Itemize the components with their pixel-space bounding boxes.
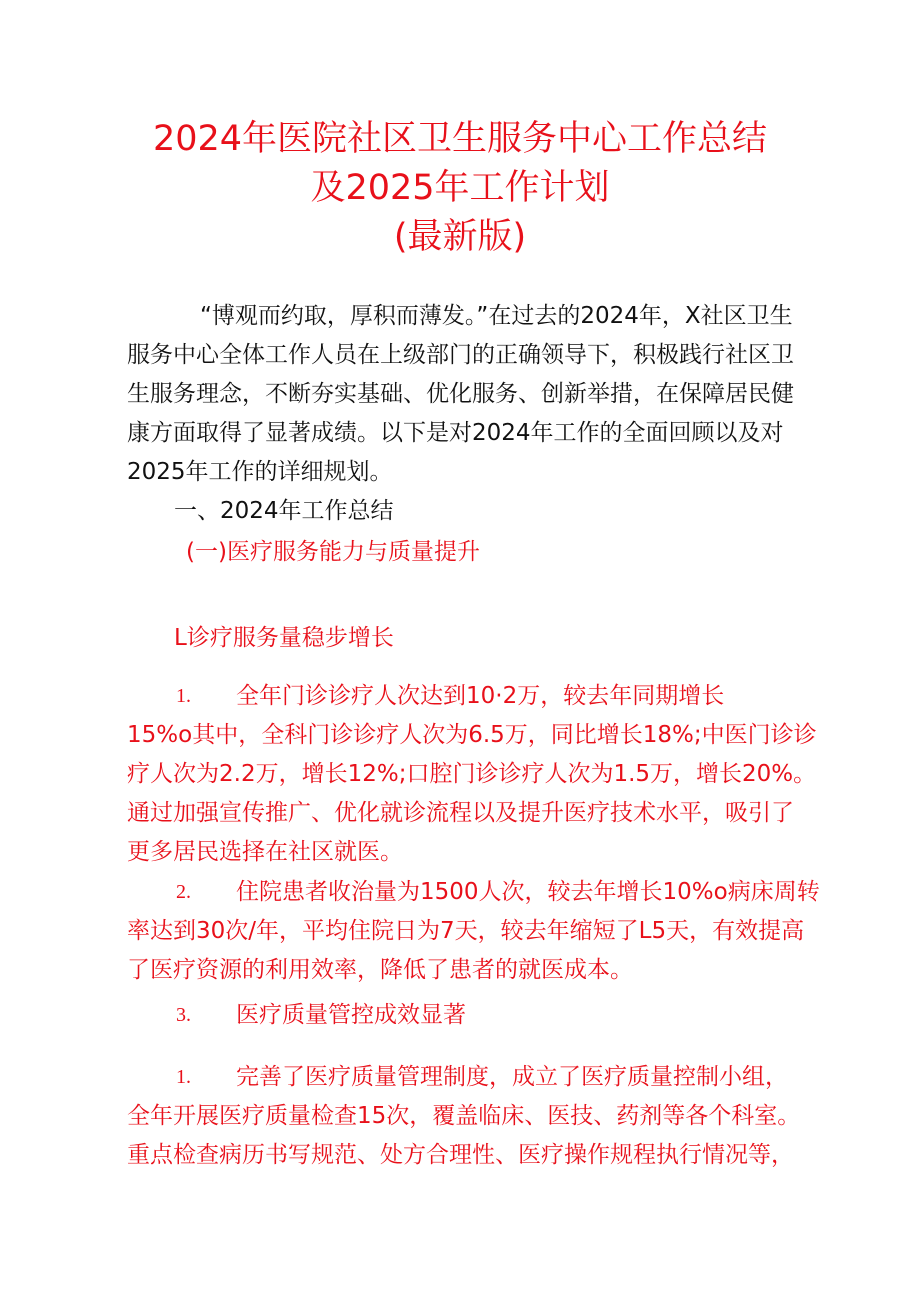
item-4-line-2: 全年开展医疗质量检查15次，覆盖临床、医技、药剂等各个科室。 — [127, 1103, 801, 1129]
item-4-marker: 1. — [176, 1066, 191, 1088]
item-2-line-1: 住院患者收治量为1500人次，较去年增长10%o病床周转 — [236, 879, 820, 905]
item-1-line-5: 更多居民选择在社区就医。 — [127, 839, 403, 865]
item-1-line-2: 15%o其中，全科门诊诊疗人次为6.5万，同比增长18%;中医门诊诊 — [127, 722, 817, 748]
item-4-line-3: 重点检查病历书写规范、处方合理性、医疗操作规程执行情况等， — [127, 1142, 794, 1168]
item-4-line-1: 完善了医疗质量管理制度，成立了医疗质量控制小组， — [236, 1064, 788, 1090]
section-heading: 一、2024年工作总结 — [174, 498, 394, 524]
subsection-heading: (一)医疗服务能力与质量提升 — [186, 539, 480, 565]
item-2-line-3: 了医疗资源的利用效率，降低了患者的就医成本。 — [127, 957, 633, 983]
intro-line-3: 生服务理念，不断夯实基础、优化服务、创新举措，在保障居民健 — [127, 381, 794, 407]
item-3-marker: 3. — [176, 1004, 191, 1026]
intro-line-5: 2025年工作的详细规划。 — [127, 459, 393, 485]
item-1-line-1: 全年门诊诊疗人次达到10·2万，较去年同期增长 — [236, 683, 725, 709]
item-2-marker: 2. — [176, 881, 191, 903]
intro-line-4: 康方面取得了显著成绩。以下是对2024年工作的全面回顾以及对 — [127, 420, 784, 446]
item-heading: L诊疗服务量稳步增长 — [174, 625, 394, 651]
intro-line-1: “博观而约取，厚积而薄发。”在过去的2024年，X社区卫生 — [200, 303, 793, 329]
document-title-line-2: 及2025年工作计划 — [310, 168, 610, 208]
item-1-marker: 1. — [176, 685, 191, 707]
document-title-line-3: (最新版) — [393, 217, 527, 257]
item-2-line-2: 率达到30次/年，平均住院日为7天，较去年缩短了L5天，有效提高 — [127, 918, 805, 944]
item-3-text: 医疗质量管控成效显著 — [236, 1002, 466, 1028]
document-title-line-1: 2024年医院社区卫生服务中心工作总结 — [152, 119, 768, 159]
item-1-line-3: 疗人次为2.2万，增长12%;口腔门诊诊疗人次为1.5万，增长20%。 — [127, 761, 817, 787]
item-1-line-4: 通过加强宣传推广、优化就诊流程以及提升医疗技术水平，吸引了 — [127, 800, 794, 826]
intro-line-2: 服务中心全体工作人员在上级部门的正确领导下，积极践行社区卫 — [127, 342, 794, 368]
